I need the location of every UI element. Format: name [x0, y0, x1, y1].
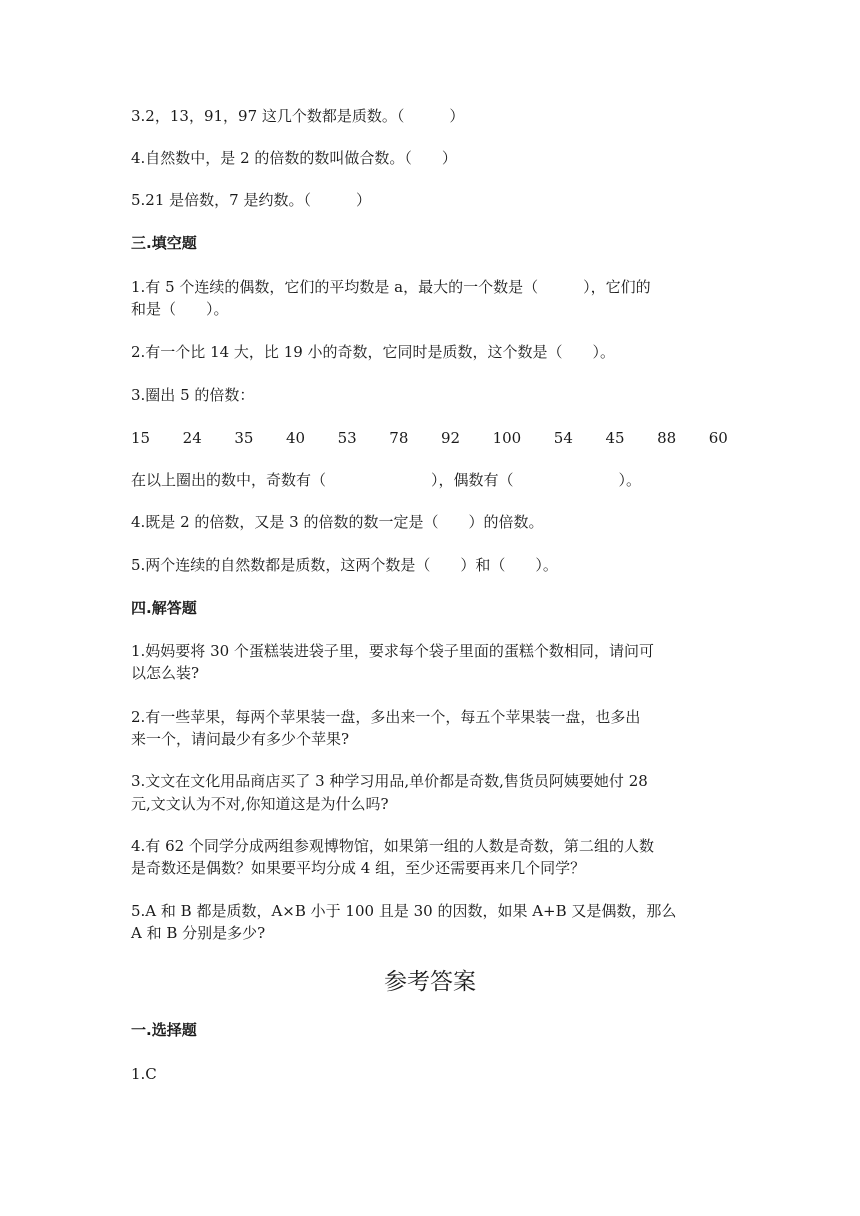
section-heading-solve: 四.解答题 [131, 599, 197, 617]
number-item: 88 [657, 429, 677, 447]
solve-q3-line1: 3.文文在文化用品商店买了 3 种学习用品,单价都是奇数,售货员阿姨要她付 28 [131, 772, 648, 790]
answers-title: 参考答案 [384, 969, 476, 995]
answers-section-heading: 一.选择题 [131, 1021, 197, 1039]
fill-q3-followup: 在以上圈出的数中，奇数有（ ），偶数有（ ）。 [131, 471, 642, 489]
number-row [131, 427, 728, 449]
number-item: 78 [389, 429, 409, 447]
fill-q4: 4.既是 2 的倍数，又是 3 的倍数的数一定是（ ）的倍数。 [131, 513, 544, 531]
number-item: 60 [708, 429, 728, 447]
fill-q1-line1: 1.有 5 个连续的偶数，它们的平均数是 a，最大的一个数是（ ），它们的 [131, 278, 651, 296]
number-item: 24 [182, 429, 202, 447]
solve-q5-line2: A 和 B 分别是多少? [131, 924, 266, 942]
solve-q3-line2: 元,文文认为不对,你知道这是为什么吗? [131, 795, 389, 813]
fill-q5: 5.两个连续的自然数都是质数，这两个数是（ ）和（ ）。 [131, 556, 558, 574]
number-item: 35 [234, 429, 254, 447]
fill-q1-line2: 和是（ ）。 [131, 300, 229, 318]
number-item: 92 [440, 429, 461, 447]
solve-q4-line1: 4.有 62 个同学分成两组参观博物馆，如果第一组的人数是奇数，第二组的人数 [131, 837, 654, 855]
fill-q3: 3.圈出 5 的倍数： [131, 386, 255, 404]
number-item: 53 [337, 429, 357, 447]
number-item: 15 [131, 429, 151, 447]
number-item: 45 [605, 429, 625, 447]
number-item: 54 [553, 429, 573, 447]
solve-q5-line1: 5.A 和 B 都是质数，A×B 小于 100 且是 30 的因数，如果 A+B 又是偶数，那么 [131, 902, 677, 920]
answer-1: 1.C [131, 1065, 157, 1083]
solve-q4-line2: 是奇数还是偶数？如果要平均分成 4 组，至少还需要再来几个同学？ [131, 859, 586, 877]
solve-q1-line1: 1.妈妈要将 30 个蛋糕装进袋子里，要求每个袋子里面的蛋糕个数相同，请问可 [131, 642, 654, 660]
number-item: 100 [492, 429, 522, 447]
judge-item-5: 5.21 是倍数，7 是约数。（ ） [131, 191, 371, 209]
solve-q2-line1: 2.有一些苹果，每两个苹果装一盘，多出来一个，每五个苹果装一盘，也多出 [131, 708, 641, 726]
fill-q2: 2.有一个比 14 大，比 19 小的奇数，它同时是质数，这个数是（ ）。 [131, 343, 616, 361]
judge-item-4: 4.自然数中，是 2 的倍数的数叫做合数。（ ） [131, 149, 457, 167]
judge-item-3: 3.2，13，91，97 这几个数都是质数。（ ） [131, 107, 465, 125]
section-heading-fill-blank: 三.填空题 [131, 234, 197, 252]
solve-q1-line2: 以怎么装? [131, 664, 200, 682]
number-item: 40 [285, 429, 306, 447]
solve-q2-line2: 来一个，请问最少有多少个苹果? [131, 730, 350, 748]
